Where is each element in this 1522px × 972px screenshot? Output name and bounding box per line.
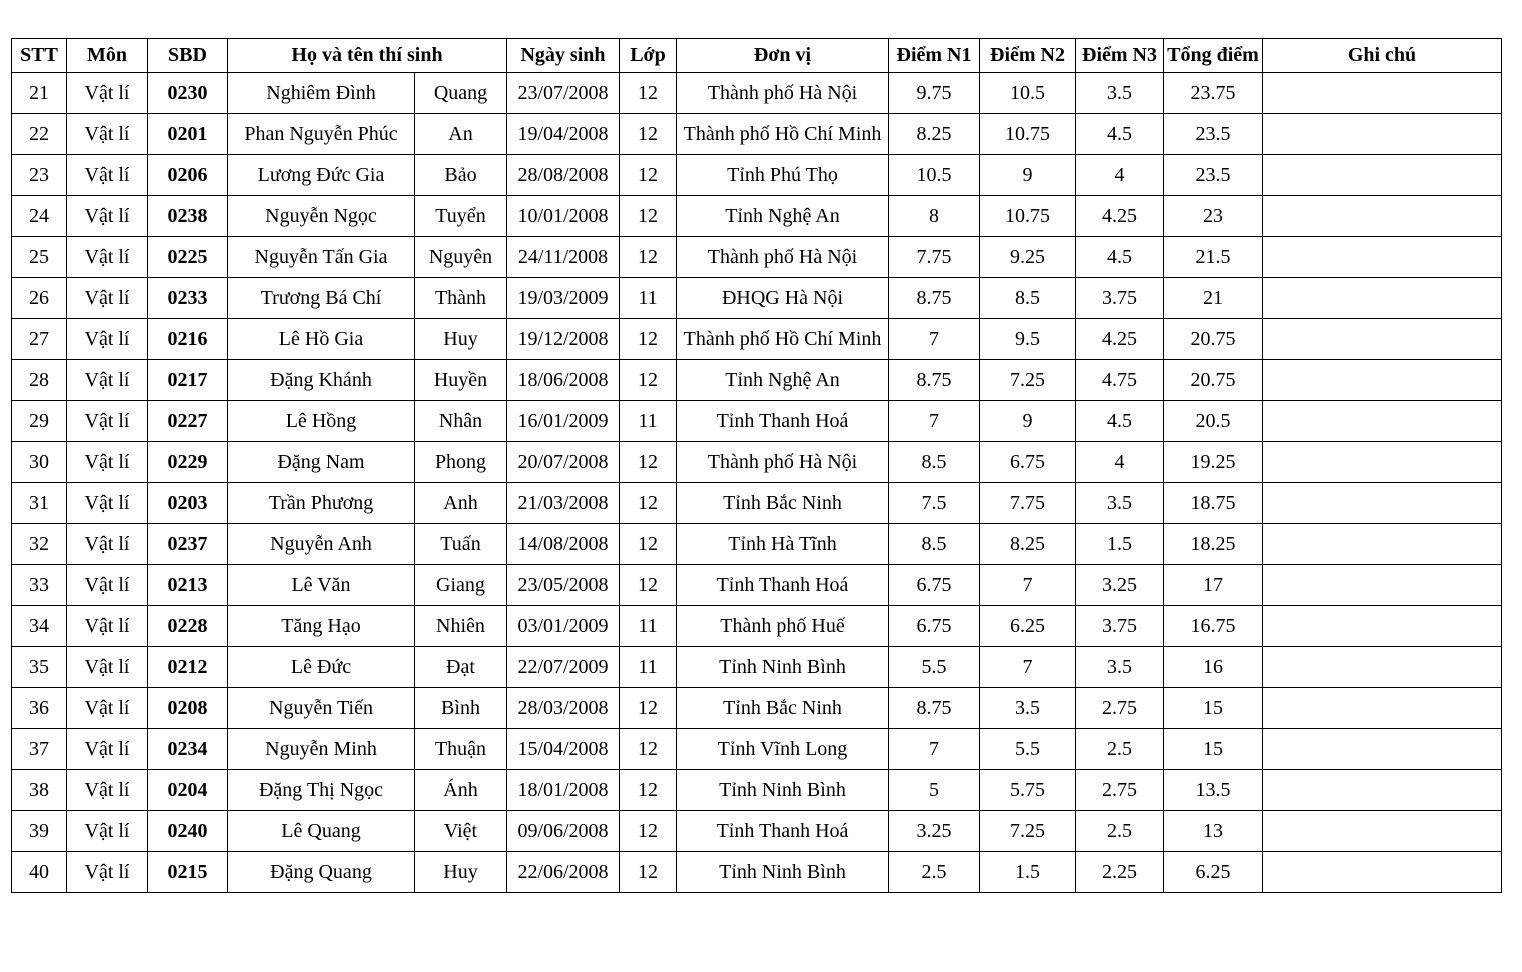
cell-tong-diem: 23.75 [1164,73,1263,114]
table-row [12,688,1502,729]
cell-diem-n3: 4.25 [1076,196,1164,237]
cell-sbd: 0238 [148,196,228,237]
cell-diem-n1: 5 [889,770,980,811]
table-row [12,524,1502,565]
cell-stt: 24 [12,196,67,237]
cell-ghi-chu [1263,565,1502,606]
cell-diem-n2: 8.25 [980,524,1076,565]
cell-diem-n2: 9 [980,401,1076,442]
cell-don-vi: Thành phố Hồ Chí Minh [677,319,889,360]
cell-diem-n1: 3.25 [889,811,980,852]
cell-ghi-chu [1263,483,1502,524]
cell-lop: 12 [620,852,677,893]
cell-ten: Huy [415,319,507,360]
cell-mon: Vật lí [67,196,148,237]
cell-don-vi: Thành phố Hà Nội [677,442,889,483]
cell-diem-n1: 2.5 [889,852,980,893]
table-row [12,811,1502,852]
cell-stt: 25 [12,237,67,278]
cell-ho: Lê Hồng [228,401,415,442]
cell-ten: Bảo [415,155,507,196]
cell-lop: 11 [620,647,677,688]
table-row [12,114,1502,155]
header-tong-diem: Tổng điểm [1164,39,1263,73]
table-row [12,852,1502,893]
cell-stt: 31 [12,483,67,524]
cell-sbd: 0230 [148,73,228,114]
cell-diem-n1: 6.75 [889,565,980,606]
cell-lop: 12 [620,155,677,196]
cell-diem-n1: 7.5 [889,483,980,524]
cell-ngay-sinh: 19/04/2008 [507,114,620,155]
cell-diem-n3: 4.5 [1076,401,1164,442]
cell-sbd: 0225 [148,237,228,278]
cell-ho: Lương Đức Gia [228,155,415,196]
cell-diem-n1: 8.75 [889,360,980,401]
cell-sbd: 0228 [148,606,228,647]
cell-don-vi: Tỉnh Ninh Bình [677,852,889,893]
cell-don-vi: Tỉnh Bắc Ninh [677,688,889,729]
cell-sbd: 0215 [148,852,228,893]
cell-ngay-sinh: 15/04/2008 [507,729,620,770]
cell-mon: Vật lí [67,278,148,319]
cell-diem-n1: 7 [889,729,980,770]
cell-ten: Quang [415,73,507,114]
cell-don-vi: Tỉnh Vĩnh Long [677,729,889,770]
table-body [12,73,1502,893]
cell-ghi-chu [1263,155,1502,196]
cell-don-vi: Thành phố Hà Nội [677,73,889,114]
cell-ten: Bình [415,688,507,729]
cell-ngay-sinh: 14/08/2008 [507,524,620,565]
cell-ho: Trương Bá Chí [228,278,415,319]
cell-tong-diem: 13 [1164,811,1263,852]
cell-ho: Nghiêm Đình [228,73,415,114]
cell-ho: Lê Đức [228,647,415,688]
cell-ten: Thành [415,278,507,319]
table-row [12,155,1502,196]
cell-ten: Nhân [415,401,507,442]
cell-diem-n3: 3.5 [1076,647,1164,688]
cell-lop: 12 [620,770,677,811]
cell-mon: Vật lí [67,319,148,360]
cell-ho: Lê Quang [228,811,415,852]
table-row [12,647,1502,688]
cell-diem-n3: 4.75 [1076,360,1164,401]
table-row [12,606,1502,647]
cell-diem-n2: 10.5 [980,73,1076,114]
cell-ngay-sinh: 16/01/2009 [507,401,620,442]
cell-ho: Trần Phương [228,483,415,524]
cell-lop: 12 [620,442,677,483]
cell-diem-n3: 4.25 [1076,319,1164,360]
cell-tong-diem: 6.25 [1164,852,1263,893]
cell-diem-n2: 7.25 [980,811,1076,852]
cell-ghi-chu [1263,524,1502,565]
cell-lop: 12 [620,524,677,565]
cell-ghi-chu [1263,606,1502,647]
cell-ngay-sinh: 23/05/2008 [507,565,620,606]
cell-diem-n3: 2.75 [1076,770,1164,811]
header-diem-n2: Điểm N2 [980,39,1076,73]
cell-ho: Đặng Khánh [228,360,415,401]
cell-tong-diem: 21 [1164,278,1263,319]
cell-lop: 12 [620,483,677,524]
cell-lop: 12 [620,73,677,114]
cell-tong-diem: 19.25 [1164,442,1263,483]
table-row [12,360,1502,401]
cell-diem-n3: 2.25 [1076,852,1164,893]
cell-lop: 12 [620,196,677,237]
cell-diem-n3: 3.75 [1076,278,1164,319]
cell-ho: Nguyễn Tấn Gia [228,237,415,278]
cell-diem-n2: 10.75 [980,114,1076,155]
cell-mon: Vật lí [67,442,148,483]
cell-mon: Vật lí [67,606,148,647]
cell-ho: Nguyễn Tiến [228,688,415,729]
cell-mon: Vật lí [67,811,148,852]
cell-don-vi: Tỉnh Hà Tĩnh [677,524,889,565]
cell-stt: 26 [12,278,67,319]
header-sbd: SBD [148,39,228,73]
cell-ghi-chu [1263,360,1502,401]
table-row [12,319,1502,360]
cell-tong-diem: 20.75 [1164,319,1263,360]
cell-diem-n1: 8.5 [889,442,980,483]
cell-ghi-chu [1263,852,1502,893]
cell-ghi-chu [1263,278,1502,319]
cell-sbd: 0240 [148,811,228,852]
cell-tong-diem: 15 [1164,688,1263,729]
table-header [12,39,1502,73]
cell-don-vi: Tỉnh Ninh Bình [677,647,889,688]
cell-stt: 35 [12,647,67,688]
cell-don-vi: Thành phố Hồ Chí Minh [677,114,889,155]
cell-ghi-chu [1263,319,1502,360]
cell-mon: Vật lí [67,688,148,729]
cell-ngay-sinh: 21/03/2008 [507,483,620,524]
cell-diem-n2: 9.5 [980,319,1076,360]
cell-stt: 21 [12,73,67,114]
cell-sbd: 0208 [148,688,228,729]
cell-tong-diem: 23.5 [1164,155,1263,196]
cell-ngay-sinh: 23/07/2008 [507,73,620,114]
header-diem-n1: Điểm N1 [889,39,980,73]
table-row [12,196,1502,237]
cell-diem-n3: 2.5 [1076,811,1164,852]
cell-ghi-chu [1263,811,1502,852]
cell-stt: 29 [12,401,67,442]
cell-diem-n2: 9.25 [980,237,1076,278]
header-mon: Môn [67,39,148,73]
cell-ten: Tuyển [415,196,507,237]
cell-diem-n3: 4.5 [1076,114,1164,155]
cell-tong-diem: 13.5 [1164,770,1263,811]
cell-ngay-sinh: 10/01/2008 [507,196,620,237]
cell-stt: 38 [12,770,67,811]
table-row [12,565,1502,606]
cell-stt: 40 [12,852,67,893]
cell-diem-n2: 1.5 [980,852,1076,893]
cell-don-vi: Tỉnh Bắc Ninh [677,483,889,524]
cell-tong-diem: 18.25 [1164,524,1263,565]
cell-diem-n1: 9.75 [889,73,980,114]
cell-lop: 12 [620,237,677,278]
cell-don-vi: ĐHQG Hà Nội [677,278,889,319]
cell-diem-n2: 7.25 [980,360,1076,401]
header-diem-n3: Điểm N3 [1076,39,1164,73]
cell-diem-n2: 7.75 [980,483,1076,524]
cell-don-vi: Tỉnh Thanh Hoá [677,401,889,442]
cell-ho: Nguyễn Minh [228,729,415,770]
cell-ngay-sinh: 18/01/2008 [507,770,620,811]
cell-ten: Giang [415,565,507,606]
cell-don-vi: Tỉnh Phú Thọ [677,155,889,196]
cell-ghi-chu [1263,688,1502,729]
cell-diem-n3: 3.25 [1076,565,1164,606]
cell-don-vi: Tỉnh Nghệ An [677,196,889,237]
cell-tong-diem: 21.5 [1164,237,1263,278]
header-ghi-chu: Ghi chú [1263,39,1502,73]
cell-sbd: 0233 [148,278,228,319]
cell-ten: An [415,114,507,155]
cell-mon: Vật lí [67,770,148,811]
cell-lop: 11 [620,278,677,319]
cell-ngay-sinh: 19/03/2009 [507,278,620,319]
cell-diem-n3: 4 [1076,442,1164,483]
cell-sbd: 0237 [148,524,228,565]
cell-diem-n1: 7.75 [889,237,980,278]
cell-ghi-chu [1263,729,1502,770]
cell-stt: 32 [12,524,67,565]
cell-mon: Vật lí [67,565,148,606]
header-row [12,39,1502,73]
cell-ngay-sinh: 22/07/2009 [507,647,620,688]
cell-diem-n2: 7 [980,647,1076,688]
cell-lop: 11 [620,401,677,442]
cell-ngay-sinh: 28/08/2008 [507,155,620,196]
cell-stt: 39 [12,811,67,852]
table-row [12,73,1502,114]
cell-mon: Vật lí [67,73,148,114]
cell-ho: Nguyễn Ngọc [228,196,415,237]
cell-stt: 36 [12,688,67,729]
cell-sbd: 0204 [148,770,228,811]
cell-diem-n1: 8.75 [889,278,980,319]
cell-ghi-chu [1263,401,1502,442]
cell-ghi-chu [1263,196,1502,237]
cell-diem-n1: 8.75 [889,688,980,729]
cell-ngay-sinh: 18/06/2008 [507,360,620,401]
cell-ten: Tuấn [415,524,507,565]
cell-diem-n3: 2.75 [1076,688,1164,729]
cell-stt: 33 [12,565,67,606]
cell-ngay-sinh: 28/03/2008 [507,688,620,729]
cell-diem-n3: 3.5 [1076,483,1164,524]
cell-ten: Nguyên [415,237,507,278]
cell-ho: Nguyễn Anh [228,524,415,565]
cell-ghi-chu [1263,237,1502,278]
cell-mon: Vật lí [67,401,148,442]
cell-sbd: 0217 [148,360,228,401]
cell-diem-n2: 10.75 [980,196,1076,237]
cell-ten: Phong [415,442,507,483]
cell-stt: 30 [12,442,67,483]
cell-ten: Anh [415,483,507,524]
cell-lop: 11 [620,606,677,647]
cell-ten: Huyền [415,360,507,401]
cell-don-vi: Tỉnh Thanh Hoá [677,565,889,606]
cell-diem-n1: 8.25 [889,114,980,155]
cell-ngay-sinh: 20/07/2008 [507,442,620,483]
cell-tong-diem: 16 [1164,647,1263,688]
results-table [11,38,1502,893]
cell-diem-n1: 8.5 [889,524,980,565]
cell-ten: Ánh [415,770,507,811]
cell-don-vi: Tỉnh Thanh Hoá [677,811,889,852]
cell-don-vi: Tỉnh Nghệ An [677,360,889,401]
cell-sbd: 0227 [148,401,228,442]
cell-tong-diem: 23 [1164,196,1263,237]
cell-lop: 12 [620,688,677,729]
cell-diem-n3: 3.75 [1076,606,1164,647]
cell-diem-n2: 8.5 [980,278,1076,319]
cell-diem-n1: 7 [889,319,980,360]
cell-ho: Đặng Quang [228,852,415,893]
cell-sbd: 0206 [148,155,228,196]
cell-mon: Vật lí [67,852,148,893]
table-row [12,278,1502,319]
cell-mon: Vật lí [67,360,148,401]
cell-sbd: 0203 [148,483,228,524]
cell-diem-n3: 2.5 [1076,729,1164,770]
cell-lop: 12 [620,360,677,401]
cell-don-vi: Tỉnh Ninh Bình [677,770,889,811]
table-row [12,442,1502,483]
cell-diem-n2: 5.75 [980,770,1076,811]
cell-ngay-sinh: 22/06/2008 [507,852,620,893]
cell-ten: Đạt [415,647,507,688]
cell-stt: 37 [12,729,67,770]
cell-mon: Vật lí [67,647,148,688]
cell-lop: 12 [620,319,677,360]
cell-stt: 22 [12,114,67,155]
cell-sbd: 0216 [148,319,228,360]
cell-don-vi: Thành phố Hà Nội [677,237,889,278]
cell-don-vi: Thành phố Huế [677,606,889,647]
cell-diem-n2: 9 [980,155,1076,196]
cell-tong-diem: 20.5 [1164,401,1263,442]
cell-stt: 28 [12,360,67,401]
cell-diem-n2: 7 [980,565,1076,606]
cell-tong-diem: 17 [1164,565,1263,606]
cell-ghi-chu [1263,647,1502,688]
cell-ho: Lê Văn [228,565,415,606]
cell-ngay-sinh: 09/06/2008 [507,811,620,852]
table-row [12,401,1502,442]
table-row [12,729,1502,770]
cell-sbd: 0213 [148,565,228,606]
cell-ngay-sinh: 03/01/2009 [507,606,620,647]
cell-tong-diem: 18.75 [1164,483,1263,524]
header-lop: Lớp [620,39,677,73]
cell-sbd: 0229 [148,442,228,483]
cell-tong-diem: 16.75 [1164,606,1263,647]
cell-sbd: 0201 [148,114,228,155]
table-row [12,770,1502,811]
cell-diem-n2: 6.25 [980,606,1076,647]
cell-diem-n1: 6.75 [889,606,980,647]
cell-mon: Vật lí [67,483,148,524]
cell-mon: Vật lí [67,524,148,565]
cell-ten: Thuận [415,729,507,770]
cell-ngay-sinh: 19/12/2008 [507,319,620,360]
cell-diem-n1: 10.5 [889,155,980,196]
cell-ngay-sinh: 24/11/2008 [507,237,620,278]
cell-diem-n3: 4.5 [1076,237,1164,278]
cell-diem-n2: 3.5 [980,688,1076,729]
cell-ten: Nhiên [415,606,507,647]
cell-ho: Đặng Thị Ngọc [228,770,415,811]
cell-diem-n3: 4 [1076,155,1164,196]
cell-mon: Vật lí [67,729,148,770]
cell-mon: Vật lí [67,155,148,196]
cell-stt: 23 [12,155,67,196]
cell-sbd: 0212 [148,647,228,688]
cell-ten: Huy [415,852,507,893]
cell-lop: 12 [620,565,677,606]
cell-diem-n2: 5.5 [980,729,1076,770]
cell-diem-n1: 8 [889,196,980,237]
cell-ho: Phan Nguyễn Phúc [228,114,415,155]
cell-ghi-chu [1263,770,1502,811]
cell-ghi-chu [1263,442,1502,483]
cell-ho: Lê Hồ Gia [228,319,415,360]
cell-diem-n3: 1.5 [1076,524,1164,565]
cell-diem-n1: 7 [889,401,980,442]
header-don-vi: Đơn vị [677,39,889,73]
cell-ho: Tăng Hạo [228,606,415,647]
cell-mon: Vật lí [67,237,148,278]
cell-diem-n3: 3.5 [1076,73,1164,114]
cell-lop: 12 [620,811,677,852]
cell-ho: Đặng Nam [228,442,415,483]
header-ngay-sinh: Ngày sinh [507,39,620,73]
cell-tong-diem: 23.5 [1164,114,1263,155]
cell-tong-diem: 20.75 [1164,360,1263,401]
cell-stt: 27 [12,319,67,360]
cell-diem-n1: 5.5 [889,647,980,688]
cell-lop: 12 [620,729,677,770]
table-row [12,237,1502,278]
cell-ten: Việt [415,811,507,852]
table-row [12,483,1502,524]
cell-stt: 34 [12,606,67,647]
cell-lop: 12 [620,114,677,155]
header-stt: STT [12,39,67,73]
header-ho-ten: Họ và tên thí sinh [228,39,507,73]
cell-sbd: 0234 [148,729,228,770]
cell-diem-n2: 6.75 [980,442,1076,483]
cell-tong-diem: 15 [1164,729,1263,770]
cell-ghi-chu [1263,73,1502,114]
cell-mon: Vật lí [67,114,148,155]
cell-ghi-chu [1263,114,1502,155]
